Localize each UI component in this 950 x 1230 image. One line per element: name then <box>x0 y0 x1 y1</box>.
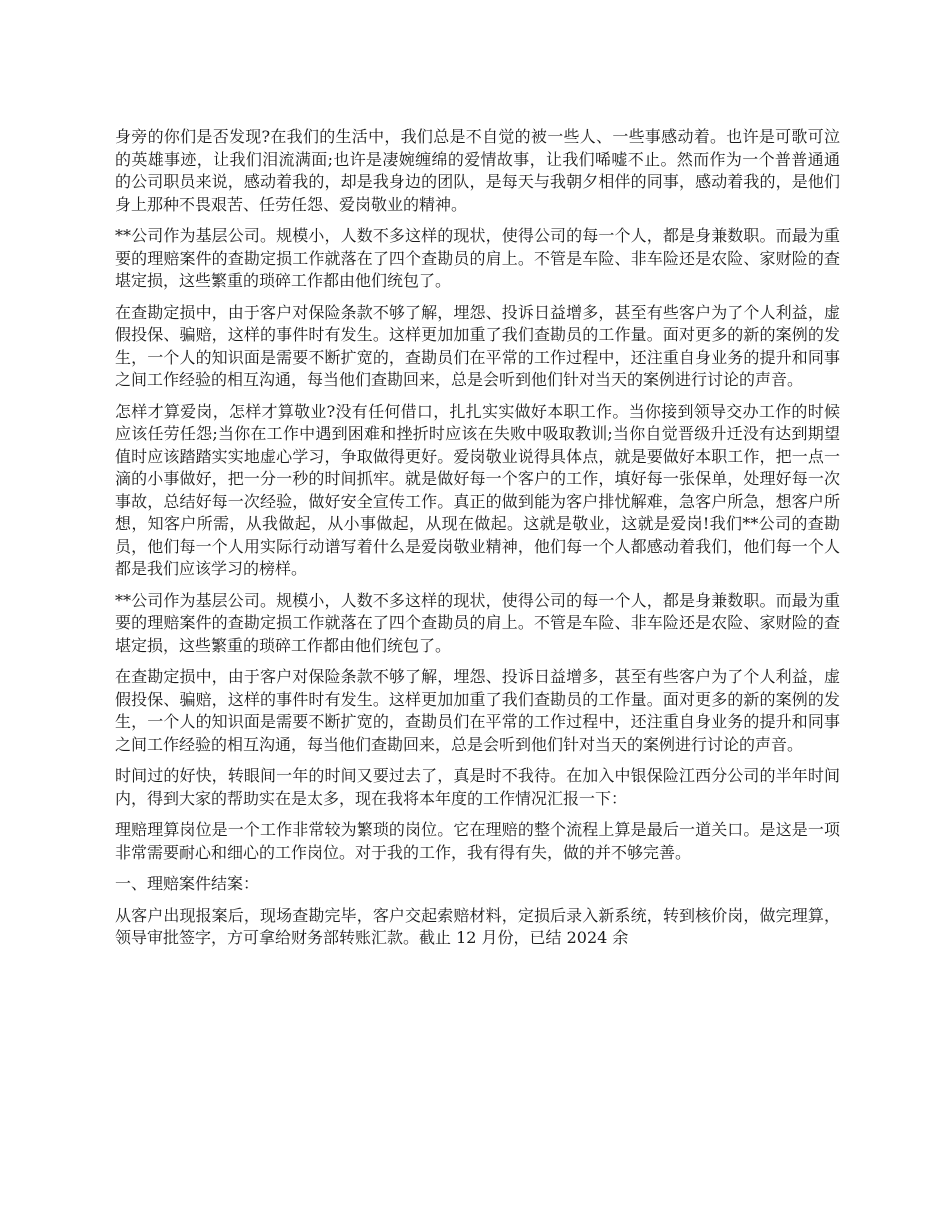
paragraph-intro: 身旁的你们是否发现?在我们的生活中，我们总是不自觉的被一些人、一些事感动着。也许是可歌可泣的英雄事迹，让我们泪流满面;也许是凄婉缠绵的爱情故事，让我们唏嘘不止。然而作为一个普普通通的公司职员来说，感动着我的，却是我身边的团队，是每天与我朝夕相伴的同事，感动着我的，是他们身上那种不畏艰苦、任劳任怨、爱岗敬业的精神。 <box>115 127 840 214</box>
paragraph-dedication: 怎样才算爱岗，怎样才算敬业?没有任何借口，扎扎实实做好本职工作。当你接到领导交办工作的时候应该任劳任怨;当你在工作中遇到困难和挫折时应该在失败中吸取教训;当你自觉晋级升迁没有达到期望值时应该踏踏实实地虚心学习，争取做得更好。爱岗敬业说得具体点，就是要做好本职工作，把一点一滴的小事做好，把一分一秒的时间抓牢。就是做好每一个客户的工作，填好每一张保单，处理好每一次事故，总结好每一次经验，做好安全宣传工作。真正的做到能为客户排忧解难，急客户所急，想客户所想，知客户所需，从我做起，从小事做起，从现在做起。这就是敬业，这就是爱岗!我们**公司的查勘员，他们每一个人用实际行动谱写着什么是爱岗敬业精神，他们每一个人都感动着我们，他们每一个人都是我们应该学习的榜样。 <box>115 401 840 578</box>
paragraph-company-situation: **公司作为基层公司。规模小，人数不多这样的现状，使得公司的每一个人，都是身兼数职。而最为重要的理赔案件的查勘定损工作就落在了四个查勘员的肩上。不管是车险、非车险还是农险、家财险的查堪定损，这些繁重的琐碎工作都由他们统包了。 <box>115 226 840 290</box>
paragraph-year-review: 时间过的好快，转眼间一年的时间又要过去了，真是时不我待。在加入中银保险江西分公司的半年时间内，得到大家的帮助实在是太多，现在我将本年度的工作情况汇报一下： <box>115 766 840 808</box>
paragraph-survey-work-repeat: 在查勘定损中，由于客户对保险条款不够了解，埋怨、投诉日益增多，甚至有些客户为了个人利益，虚假投保、骗赔，这样的事件时有发生。这样更加加重了我们查勘员的工作量。面对更多的新的案例的发生，一个人的知识面是需要不断扩宽的，查勘员们在平常的工作过程中，还注重自身业务的提升和同事之间工作经验的相互沟通，每当他们查勘回来，总是会听到他们针对当天的案例进行讨论的声音。 <box>115 667 840 754</box>
paragraph-survey-work: 在查勘定损中，由于客户对保险条款不够了解，埋怨、投诉日益增多，甚至有些客户为了个人利益，虚假投保、骗赔，这样的事件时有发生。这样更加加重了我们查勘员的工作量。面对更多的新的案例的发生，一个人的知识面是需要不断扩宽的，查勘员们在平常的工作过程中，还注重自身业务的提升和同事之间工作经验的相互沟通，每当他们查勘回来，总是会听到他们针对当天的案例进行讨论的声音。 <box>115 302 840 389</box>
paragraph-company-situation-repeat: **公司作为基层公司。规模小，人数不多这样的现状，使得公司的每一个人，都是身兼数职。而最为重要的理赔案件的查勘定损工作就落在了四个查勘员的肩上。不管是车险、非车险还是农险、家财险的查堪定损，这些繁重的琐碎工作都由他们统包了。 <box>115 590 840 655</box>
section-heading-claims-closing: 一、理赔案件结案： <box>115 874 260 893</box>
paragraph-claims-process: 从客户出现报案后，现场查勘完毕，客户交起索赔材料，定损后录入新系统，转到核价岗，做完理算，领导审批签字，方可拿给财务部转账汇款。截止 12 月份，已结 2024 余 <box>115 905 840 947</box>
document-body <box>115 126 840 959</box>
paragraph-claims-position: 理赔理算岗位是一个工作非常较为繁琐的岗位。它在理赔的整个流程上算是最后一道关口。是这是一项非常需要耐心和细心的工作岗位。对于我的工作，我有得有失，做的并不够完善。 <box>115 820 840 862</box>
